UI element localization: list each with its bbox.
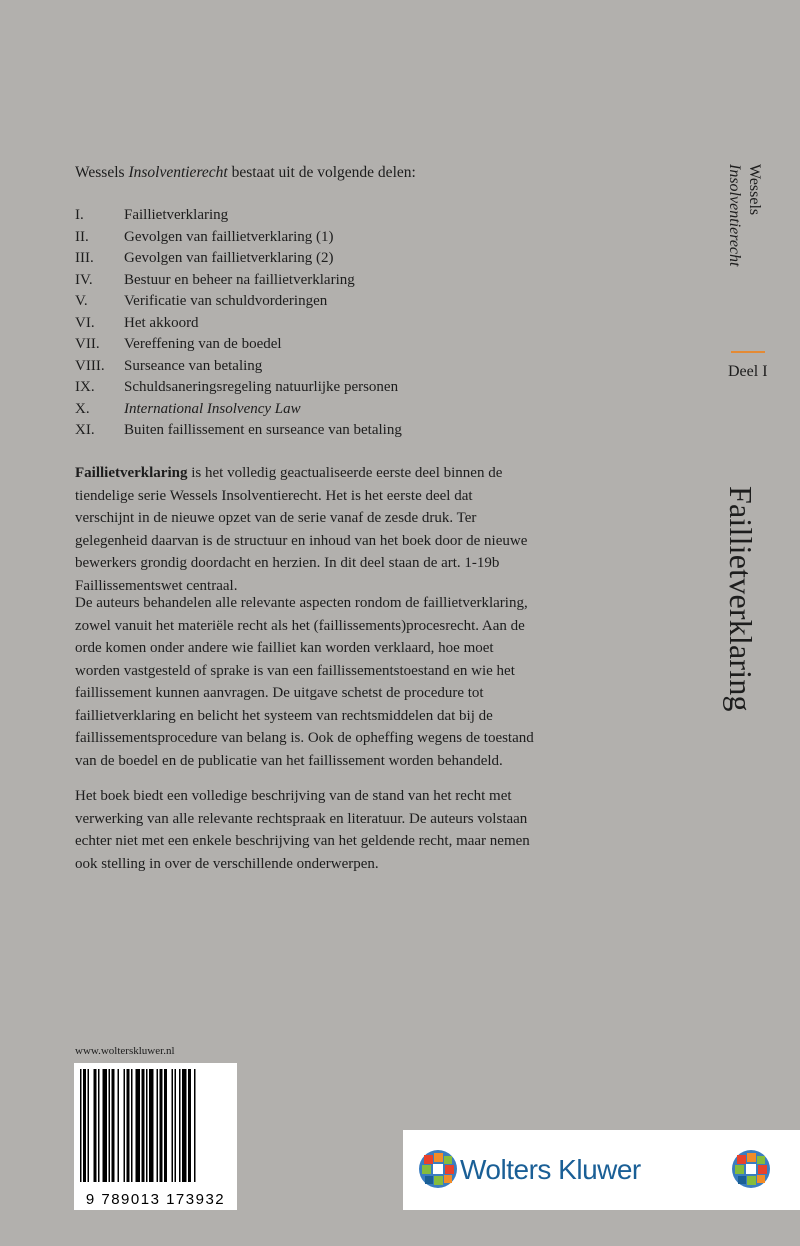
paragraph-text: is het volledig geactualiseerde eerste deel binnen de tiendelige serie Wessels Insolventierecht. Het is het eerste deel dat verschijnt in de nieuwe opzet van de serie vanaf de zesde druk. Ter gelegenheid daarvan is de structuur en inhoud van het boek door de nieuwe bewerkers grondig doordacht en herzien. In dit deel staan de art. 1-19b Faillissementswet centraal. bbox=[75, 465, 528, 594]
spine-book-title: Faillietverklaring bbox=[723, 486, 759, 712]
intro-text-end: bestaat uit de volgende delen: bbox=[227, 164, 416, 181]
barcode-bars bbox=[80, 1069, 231, 1182]
intro-text: Wessels bbox=[75, 164, 129, 181]
part-title: Het akkoord bbox=[124, 314, 199, 331]
isbn-barcode bbox=[74, 1063, 237, 1210]
spine-author: Wessels bbox=[746, 164, 763, 216]
part-title: Verificatie van schuldvorderingen bbox=[124, 293, 328, 309]
spine-divider bbox=[731, 351, 765, 353]
part-number: I. bbox=[75, 207, 84, 223]
part-item bbox=[75, 356, 402, 378]
part-title: International Insolvency Law bbox=[124, 400, 301, 417]
part-item bbox=[75, 377, 402, 399]
publisher-logo-band bbox=[403, 1130, 800, 1210]
wolters-kluwer-mark-icon bbox=[731, 1149, 771, 1189]
part-title: Buiten faillissement en surseance van betaling bbox=[124, 422, 402, 438]
description-paragraph-1 bbox=[75, 462, 535, 597]
part-number: II. bbox=[75, 228, 89, 245]
part-title: Vereffening van de boedel bbox=[124, 336, 282, 352]
part-number: X. bbox=[75, 400, 90, 417]
spine-volume: Deel I bbox=[728, 363, 768, 380]
part-number: V. bbox=[75, 293, 88, 309]
part-number: III. bbox=[75, 250, 94, 266]
spine-series bbox=[724, 164, 764, 266]
part-number: VII. bbox=[75, 336, 100, 352]
series-intro bbox=[75, 164, 416, 182]
part-item bbox=[75, 313, 402, 335]
part-item bbox=[75, 334, 402, 356]
part-number: XI. bbox=[75, 422, 95, 438]
publisher-name: Wolters Kluwer bbox=[460, 1154, 641, 1185]
part-item bbox=[75, 248, 402, 270]
part-title: Gevolgen van faillietverklaring (1) bbox=[124, 228, 334, 245]
description-paragraph-2: De auteurs behandelen alle relevante aspecten rondom de faillietverklaring, zowel vanuit het materiële recht als het (faillissements)procesrecht. Aan de orde komen onder andere wie failliet kan worden verklaard, hoe moet worden vastgesteld of sprake is van een faillissementstoestand en wie het faillissement kunnen aanvragen. De uitgave schetst de procedure tot faillietverklaring en belicht het systeem van rechtsmiddelen dat bij de faillissementsprocedure van belang is. Ook de opheffing wegens de toestand van de boedel en de publicatie van het faillissement worden behandeld. bbox=[75, 595, 534, 769]
part-title: Gevolgen van faillietverklaring (2) bbox=[124, 250, 334, 266]
part-title: Bestuur en beheer na faillietverklaring bbox=[124, 271, 355, 288]
website-url: www.wolterskluwer.nl bbox=[75, 1045, 175, 1057]
part-title: Schuldsaneringsregeling natuurlijke personen bbox=[124, 379, 399, 395]
part-item bbox=[75, 420, 402, 442]
wolters-kluwer-logo-icon bbox=[418, 1149, 458, 1189]
part-item bbox=[75, 205, 402, 227]
part-number: VIII. bbox=[75, 357, 105, 374]
lead-title: Faillietverklaring bbox=[75, 465, 188, 481]
isbn-number: 9 789013 173932 bbox=[85, 1191, 226, 1208]
part-number: VI. bbox=[75, 314, 95, 331]
part-title: Surseance van betaling bbox=[124, 357, 263, 374]
part-item bbox=[75, 291, 402, 313]
parts-list bbox=[75, 205, 402, 442]
part-title: Faillietverklaring bbox=[124, 207, 229, 223]
part-number: IV. bbox=[75, 271, 93, 288]
description-paragraph-3: Het boek biedt een volledige beschrijving van de stand van het recht met verwerking van alle relevante rechtspraak en literatuur. De auteurs volstaan echter niet met een enkele beschrijving van het geldende recht, maar nemen ook stelling in over de verschillende onderwerpen. bbox=[75, 788, 530, 872]
part-item bbox=[75, 227, 402, 249]
series-title: Insolventierecht bbox=[128, 164, 228, 181]
part-item bbox=[75, 270, 402, 292]
part-number: IX. bbox=[75, 379, 95, 395]
part-item bbox=[75, 399, 402, 421]
spine-series-title: Insolventierecht bbox=[726, 164, 743, 267]
